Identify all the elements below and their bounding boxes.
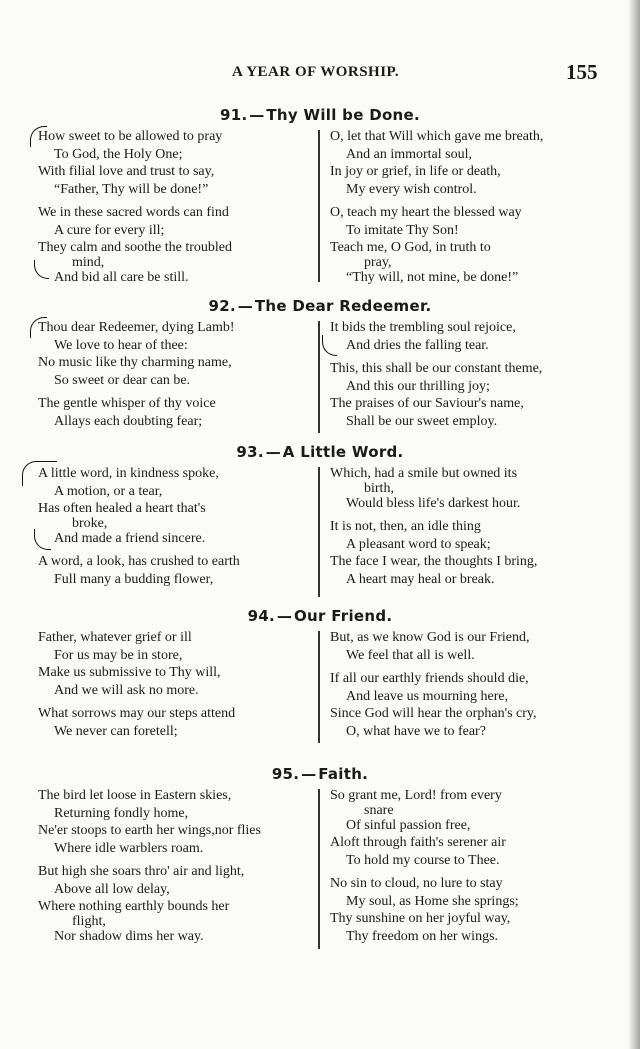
column-divider: [318, 789, 320, 949]
verse-line: A pleasant word to speak;: [346, 536, 491, 552]
verse-line: Father, whatever grief or ill: [38, 630, 192, 645]
verse-line: flight,: [72, 913, 106, 929]
stanza: [330, 204, 602, 286]
verse-line: The bird let loose in Eastern skies,: [38, 788, 232, 803]
pencil-bracket-mark: [34, 529, 51, 550]
column-divider: [318, 467, 320, 597]
stanza: [38, 204, 308, 286]
stanza: [330, 465, 602, 512]
verse-line: O, teach my heart the blessed way: [330, 205, 522, 220]
verse-line: For us may be in store,: [54, 647, 183, 663]
hymn-93: [0, 441, 640, 587]
verse-line: And leave us mourning here,: [346, 688, 509, 704]
verse-line: And this our thrilling joy;: [346, 378, 490, 394]
verse-line: How sweet to be allowed to pray: [38, 129, 223, 144]
running-head: [0, 62, 640, 86]
verse-line: Thy sunshine on her joyful way,: [330, 911, 511, 926]
verse-line: Allays each doubting fear;: [54, 413, 203, 429]
hymn-title: 95. — Faith.: [271, 765, 369, 783]
stanza: [330, 128, 602, 198]
hymn-right-column: [330, 787, 602, 951]
column-divider: [318, 130, 320, 282]
hymn-right-column: [330, 128, 602, 292]
verse-line: And we will ask no more.: [54, 682, 199, 698]
verse-line: And dries the falling tear.: [346, 337, 489, 353]
verse-line: But high she soars thro' air and light,: [38, 864, 245, 879]
verse-line: No music like thy charming name,: [38, 355, 232, 370]
verse-line: Ne'er stoops to earth her wings,nor flies: [38, 823, 261, 838]
verse-line: But, as we know God is our Friend,: [330, 630, 530, 645]
verse-line: broke,: [72, 515, 108, 531]
verse-line: Nor shadow dims her way.: [54, 928, 204, 944]
stanza: [38, 319, 308, 389]
verse-line: O, what have we to fear?: [346, 723, 486, 739]
hymn-title: 94. — Our Friend.: [247, 607, 393, 625]
hymn-left-column: [38, 629, 308, 746]
verse-line: Shall be our sweet employ.: [346, 413, 498, 429]
verse-line: Full many a budding flower,: [54, 571, 214, 587]
verse-line: A cure for every ill;: [54, 222, 165, 238]
verse-line: A heart may heal or break.: [346, 571, 495, 587]
verse-line: We feel that all is well.: [346, 647, 475, 663]
hymn-title: 92. — The Dear Redeemer.: [208, 297, 432, 315]
verse-line: My every wish control.: [346, 181, 477, 197]
hymn-name: The Dear Redeemer.: [254, 297, 432, 315]
verse-line: And an immortal soul,: [346, 146, 472, 162]
verse-line: Above all low delay,: [54, 881, 170, 897]
verse-line: Thou dear Redeemer, dying Lamb!: [38, 320, 235, 335]
stanza: [38, 787, 308, 857]
verse-line: Where idle warblers roam.: [54, 840, 204, 856]
stanza: [330, 319, 602, 354]
hymn-name: Our Friend.: [293, 607, 393, 625]
verse-line: We in these sacred words can find: [38, 205, 229, 220]
hymn-left-column: [38, 465, 308, 594]
stanza: [38, 395, 308, 430]
stanza: [38, 629, 308, 699]
hymn-left-column: [38, 128, 308, 292]
verse-line: To God, the Holy One;: [54, 146, 183, 162]
hymn-left-column: [38, 787, 308, 951]
verse-line: It bids the trembling soul rejoice,: [330, 320, 516, 335]
verse-line: pray,: [364, 254, 392, 270]
stanza: [330, 787, 602, 869]
hymn-91: [0, 104, 640, 285]
hymn-number: 94.: [247, 607, 276, 625]
hymn-number: 93.: [236, 443, 264, 461]
verse-line: This, this shall be our constant theme,: [330, 361, 543, 376]
hymn-name: Faith.: [318, 765, 369, 783]
verse-line: Teach me, O God, in truth to: [330, 240, 491, 255]
verse-line: My soul, as Home she springs;: [346, 893, 519, 909]
verse-line: “Thy will, not mine, be done!”: [346, 269, 519, 285]
verse-line: Where nothing earthly bounds her: [38, 899, 230, 914]
verse-line: mind,: [72, 254, 105, 270]
stanza: [38, 863, 308, 945]
hymn-92: [0, 295, 640, 429]
stanza: [330, 360, 602, 430]
verse-line: They calm and soothe the troubled: [38, 240, 232, 255]
verse-line: O, let that Will which gave me breath,: [330, 129, 544, 144]
pencil-bracket-mark: [30, 317, 47, 338]
verse-line: No sin to cloud, no lure to stay: [330, 876, 503, 891]
verse-line: So sweet or dear can be.: [54, 372, 191, 388]
verse-line: “Father, Thy will be done!”: [54, 181, 209, 197]
verse-line: The praises of our Saviour's name,: [330, 396, 524, 411]
hymn-number: 92.: [208, 297, 236, 315]
verse-line: snare: [364, 802, 394, 818]
stanza: [330, 629, 602, 664]
verse-line: With filial love and trust to say,: [38, 164, 215, 179]
verse-line: Aloft through faith's serener air: [330, 835, 506, 850]
verse-line: The gentle whisper of thy voice: [38, 396, 216, 411]
pencil-bracket-mark: [30, 126, 47, 147]
running-title: A YEAR OF WORSHIP.: [232, 64, 400, 80]
verse-line: We never can foretell;: [54, 723, 178, 739]
verse-line: Returning fondly home,: [54, 805, 189, 821]
hymn-left-column: [38, 319, 308, 436]
page-number: 155: [566, 60, 598, 84]
hymn-title: 93. — A Little Word.: [236, 443, 404, 461]
hymn-95: [0, 763, 640, 944]
stanza: [330, 518, 602, 588]
page-edge-shadow: [628, 0, 640, 1049]
column-divider: [318, 321, 320, 433]
pencil-bracket-mark: [34, 260, 49, 279]
verse-line: What sorrows may our steps attend: [38, 706, 236, 721]
verse-line: To imitate Thy Son!: [346, 222, 459, 238]
stanza: [330, 670, 602, 740]
verse-line: In joy or grief, in life or death,: [330, 164, 501, 179]
verse-line: It is not, then, an idle thing: [330, 519, 481, 534]
hymn-right-column: [330, 319, 602, 436]
stanza: [38, 705, 308, 740]
hymn-title: 91. — Thy Will be Done.: [219, 106, 421, 124]
hymn-name: A Little Word.: [282, 443, 404, 461]
verse-line: The face I wear, the thoughts I bring,: [330, 554, 538, 569]
pencil-bracket-mark: [322, 335, 337, 356]
stanza: [38, 128, 308, 198]
column-divider: [318, 631, 320, 743]
verse-line: Has often healed a heart that's: [38, 501, 206, 516]
verse-line: If all our earthly friends should die,: [330, 671, 529, 686]
verse-line: And bid all care be still.: [54, 269, 189, 285]
verse-line: A little word, in kindness spoke,: [38, 466, 219, 481]
verse-line: birth,: [364, 480, 394, 496]
hymn-right-column: [330, 629, 602, 746]
verse-line: Make us submissive to Thy will,: [38, 665, 221, 680]
hymn-number: 91.: [219, 106, 248, 124]
verse-line: Which, had a smile but owned its: [330, 466, 518, 481]
verse-line: So grant me, Lord! from every: [330, 788, 502, 803]
verse-line: Would bless life's darkest hour.: [346, 495, 521, 511]
stanza: [38, 465, 308, 547]
verse-line: Thy freedom on her wings.: [346, 928, 499, 944]
hymn-right-column: [330, 465, 602, 594]
hymn-number: 95.: [271, 765, 300, 783]
hymn-94: [0, 605, 640, 739]
stanza: [330, 875, 602, 945]
verse-line: And made a friend sincere.: [54, 530, 206, 546]
pencil-bracket-mark: [22, 461, 57, 486]
verse-line: A motion, or a tear,: [54, 483, 163, 499]
hymn-name: Thy Will be Done.: [266, 106, 421, 124]
verse-line: Since God will hear the orphan's cry,: [330, 706, 537, 721]
verse-line: Of sinful passion free,: [346, 817, 471, 833]
verse-line: We love to hear of thee:: [54, 337, 188, 353]
verse-line: A word, a look, has crushed to earth: [38, 554, 240, 569]
stanza: [38, 553, 308, 588]
verse-line: To hold my course to Thee.: [346, 852, 500, 868]
